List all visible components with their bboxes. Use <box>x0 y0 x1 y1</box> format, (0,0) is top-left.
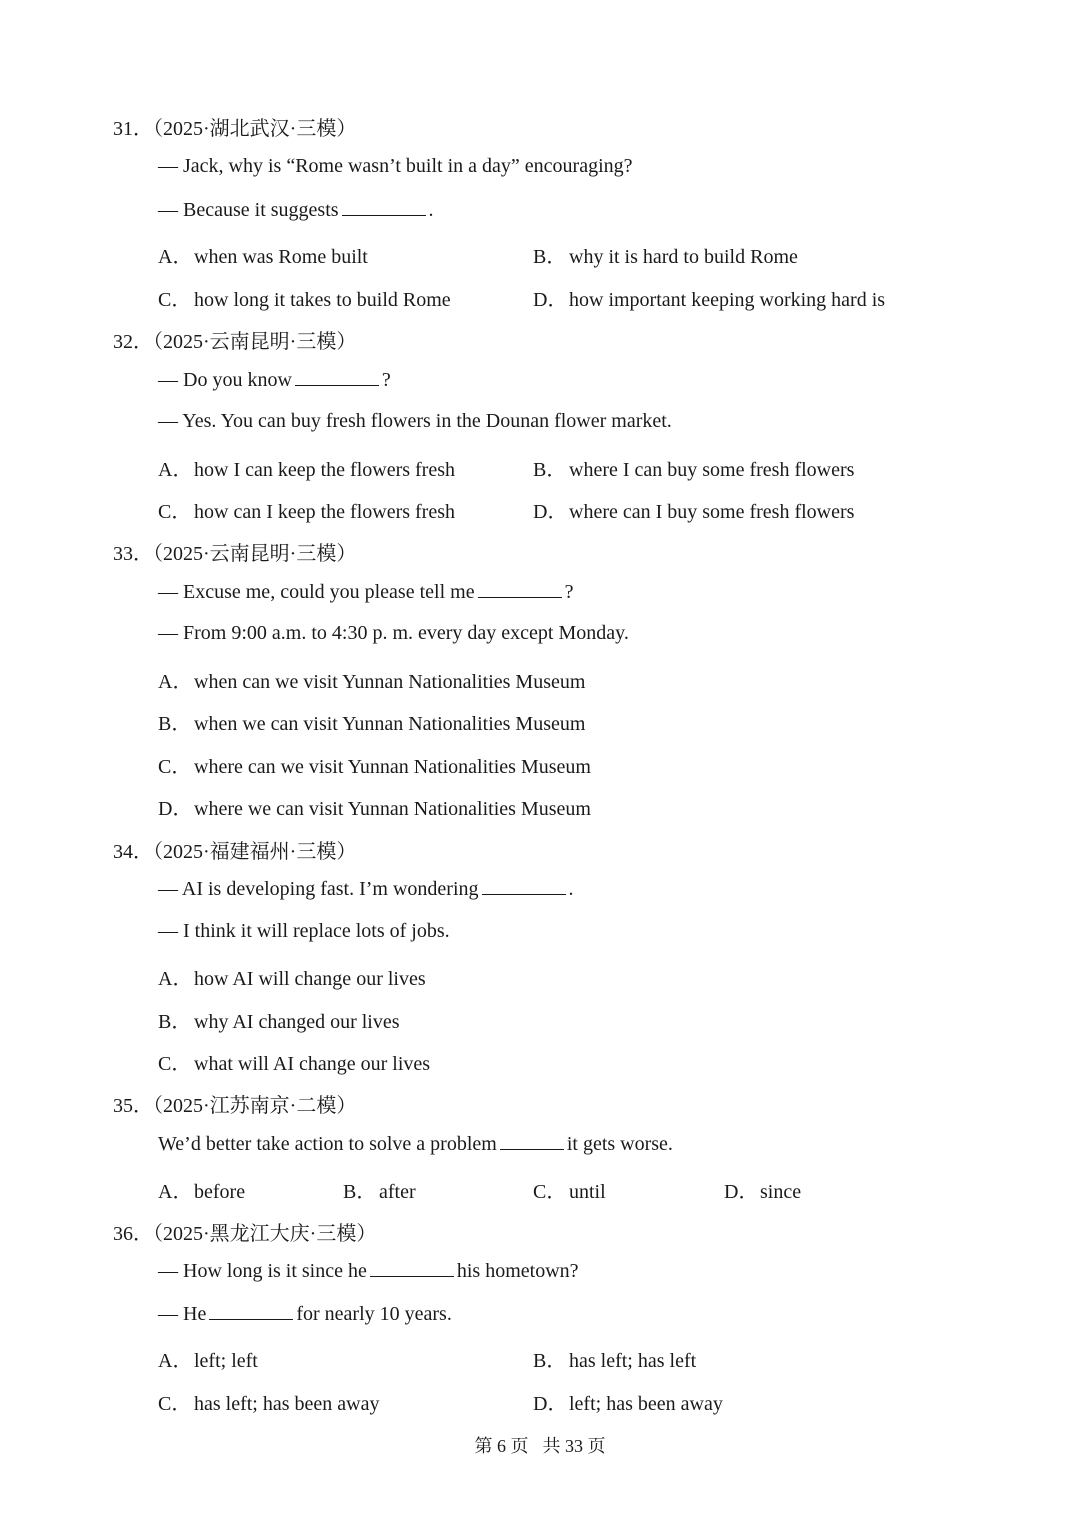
dialogue-line: — Yes. You can buy fresh flowers in the Dounan flower market. <box>158 410 672 432</box>
option-a: A．before <box>158 1181 246 1203</box>
answer-blank <box>370 1259 454 1277</box>
question-31-header <box>113 112 356 141</box>
option-d: D．how important keeping working hard is <box>533 289 886 311</box>
option-c: C． how can I keep the flowers fresh <box>158 501 456 523</box>
option-b: B． has left; has left <box>533 1350 697 1372</box>
dialogue-line: — He for nearly 10 years. <box>158 1303 452 1325</box>
answer-blank <box>342 198 426 216</box>
option-c: C． has left; has been away <box>158 1393 380 1415</box>
dialogue-line: — I think it will replace lots of jobs. <box>158 920 450 942</box>
option-d: D．since <box>724 1181 802 1203</box>
question-35-header <box>113 1089 356 1118</box>
question-32-header <box>113 325 356 354</box>
question-33-header <box>113 537 356 566</box>
page-number: 第 6 页 <box>474 1436 529 1456</box>
answer-blank <box>478 580 562 598</box>
option-b: B． why AI changed our lives <box>158 1011 400 1033</box>
question-number: 32． <box>113 331 153 353</box>
question-source: （2025·江苏南京·二模） <box>153 1095 357 1117</box>
question-source: （2025·云南昆明·三模） <box>153 543 357 565</box>
question-source: （2025·福建福州·三模） <box>153 841 357 863</box>
option-a: A．when can we visit Yunnan Nationalities Museum <box>158 671 586 693</box>
option-a: A．when was Rome built <box>158 246 368 268</box>
page-footer <box>0 1432 1080 1458</box>
option-b: B． after <box>343 1181 416 1203</box>
option-d: D．left; has been away <box>533 1393 723 1415</box>
question-number: 35． <box>113 1095 153 1117</box>
option-c: C． what will AI change our lives <box>158 1053 431 1075</box>
question-34-header <box>113 835 356 864</box>
option-a: A．how AI will change our lives <box>158 968 426 990</box>
option-b: B． when we can visit Yunnan Nationalities Museum <box>158 713 586 735</box>
option-b: B． why it is hard to build Rome <box>533 246 798 268</box>
answer-blank <box>209 1302 293 1320</box>
answer-blank <box>500 1132 564 1150</box>
question-number: 36． <box>113 1223 153 1245</box>
dialogue-line: — From 9:00 a.m. to 4:30 p. m. every day except Monday. <box>158 622 629 644</box>
question-source: （2025·湖北武汉·三模） <box>153 118 357 140</box>
option-a: A．left; left <box>158 1350 258 1372</box>
answer-blank <box>482 877 566 895</box>
page-total: 共 33 页 <box>542 1436 606 1456</box>
option-a: A．how I can keep the flowers fresh <box>158 459 456 481</box>
question-number: 33． <box>113 543 153 565</box>
dialogue-line: — Jack, why is “Rome wasn’t built in a day” encouraging? <box>158 155 633 177</box>
question-stem: We’d better take action to solve a problem it gets worse. <box>158 1133 673 1155</box>
question-number: 34． <box>113 841 153 863</box>
option-c: C． where can we visit Yunnan Nationalities Museum <box>158 756 591 778</box>
dialogue-line: — Do you know ? <box>158 369 391 391</box>
answer-blank <box>295 368 379 386</box>
option-d: D．where we can visit Yunnan Nationalities Museum <box>158 798 591 820</box>
option-c: C． how long it takes to build Rome <box>158 289 451 311</box>
question-36-header <box>113 1217 376 1246</box>
question-number: 31． <box>113 118 153 140</box>
option-c: C． until <box>533 1181 606 1203</box>
dialogue-line: — AI is developing fast. I’m wondering . <box>158 878 574 900</box>
dialogue-line: — Because it suggests . <box>158 199 434 221</box>
question-source: （2025·黑龙江大庆·三模） <box>153 1223 377 1245</box>
dialogue-line: — How long is it since he his hometown? <box>158 1260 579 1282</box>
option-b: B． where I can buy some fresh flowers <box>533 459 855 481</box>
dialogue-line: — Excuse me, could you please tell me ? <box>158 581 574 603</box>
question-source: （2025·云南昆明·三模） <box>153 331 357 353</box>
option-d: D．where can I buy some fresh flowers <box>533 501 855 523</box>
